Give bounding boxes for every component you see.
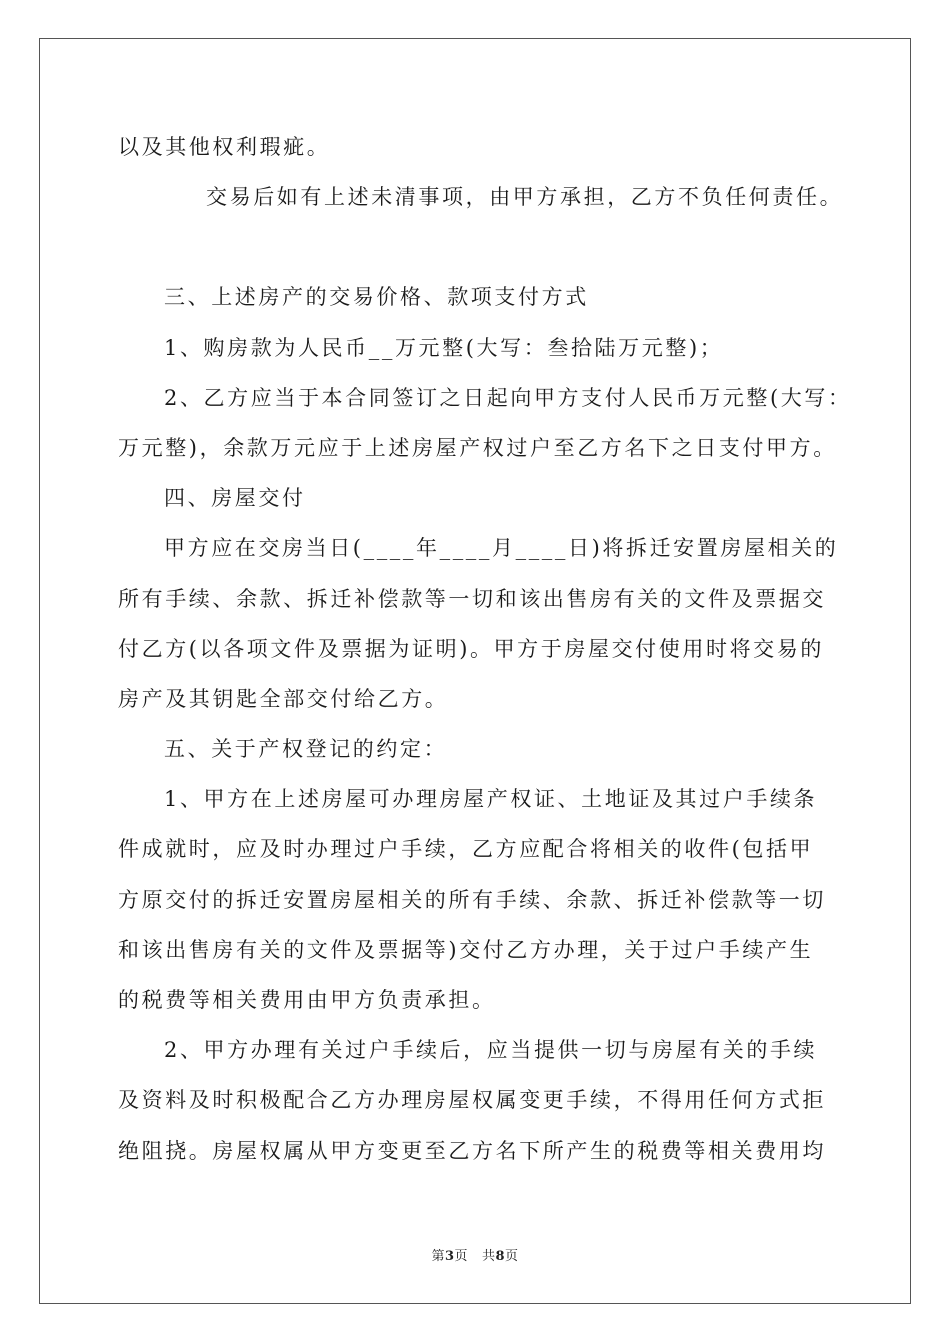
text-line: 方原交付的拆迁安置房屋相关的所有手续、余款、拆迁补偿款等一切 xyxy=(118,887,826,912)
page-footer xyxy=(0,1245,950,1264)
text-line: 的税费等相关费用由甲方负责承担。 xyxy=(118,988,496,1012)
text-line: 2、乙方应当于本合同签订之日起向甲方支付人民币万元整(大写： xyxy=(164,385,852,410)
text-line: 件成就时，应及时办理过户手续，乙方应配合将相关的收件(包括甲 xyxy=(118,837,814,862)
total-suffix: 页 xyxy=(505,1249,519,1264)
text-line: 房产及其钥匙全部交付给乙方。 xyxy=(118,686,449,711)
text-line: 和该出售房有关的文件及票据等)交付乙方办理，关于过户手续产生 xyxy=(118,937,814,962)
text-line: 甲方应在交房当日(____年____月____日)将拆迁安置房屋相关的 xyxy=(164,536,839,561)
total-pages: 8 xyxy=(495,1249,506,1264)
text-line: 及资料及时积极配合乙方办理房屋权属变更手续，不得用任何方式拒 xyxy=(118,1088,826,1113)
text-line: 所有手续、余款、拆迁补偿款等一切和该出售房有关的文件及票据交 xyxy=(118,586,826,611)
text-line: 2、甲方办理有关过户手续后，应当提供一切与房屋有关的手续 xyxy=(164,1038,818,1063)
text-line: 绝阻挠。房屋权属从甲方变更至乙方名下所产生的税费等相关费用均 xyxy=(118,1138,826,1163)
text-line: 以及其他权利瑕疵。 xyxy=(118,135,331,159)
document-body xyxy=(118,122,852,1176)
section-heading-4: 四、房屋交付 xyxy=(164,486,306,511)
text-line: 付乙方(以各项文件及票据为证明)。甲方于房屋交付使用时将交易的 xyxy=(118,636,824,661)
page-number: 3 xyxy=(444,1249,455,1264)
text-line: 万元整)，余款万元应于上述房屋产权过户至乙方名下之日支付甲方。 xyxy=(118,435,837,460)
blank-line xyxy=(118,222,836,272)
text-line: 1、购房款为人民币__万元整(大写：叁拾陆万元整)； xyxy=(164,335,724,360)
section-heading-3: 三、上述房产的交易价格、款项支付方式 xyxy=(164,285,589,310)
section-heading-5: 五、关于产权登记的约定： xyxy=(164,737,448,762)
text-line: 交易后如有上述未清事项，由甲方承担，乙方不负任何责任。 xyxy=(206,185,844,210)
total-prefix: 共 xyxy=(481,1249,496,1264)
text-line: 1、甲方在上述房屋可办理房屋产权证、土地证及其过户手续条 xyxy=(164,787,818,812)
page-suffix: 页 xyxy=(454,1249,469,1264)
page-prefix: 第 xyxy=(431,1249,445,1264)
